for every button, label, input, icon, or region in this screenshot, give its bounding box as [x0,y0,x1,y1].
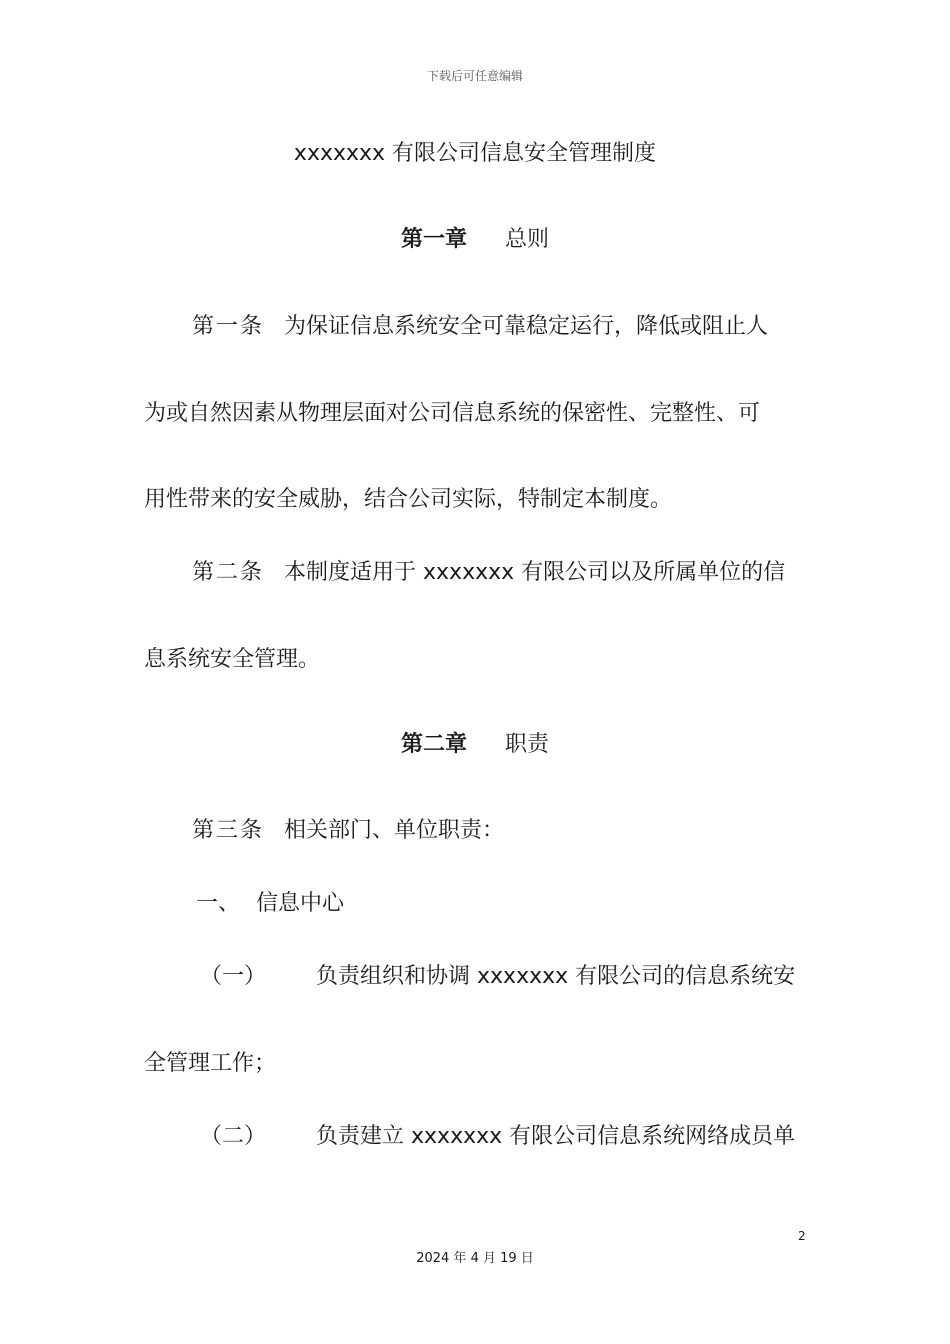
item-1-line-1: （一） 负责组织和协调 xxxxxxx 有限公司的信息系统安 [200,964,796,989]
article-1-line-3: 用性带来的安全威胁，结合公司实际，特制定本制度。 [144,487,673,512]
article-1-label: 第一条 [192,314,265,339]
document-title: xxxxxxx 有限公司信息安全管理制度 [293,141,657,166]
page-number: 2 [798,1229,806,1243]
item-2-line-1: （二） 负责建立 xxxxxxx 有限公司信息系统网络成员单 [200,1124,796,1149]
section-1-number: 一、 [196,891,241,916]
chapter-2-number: 第二章 [400,732,467,757]
chapter-2-heading [0,727,950,758]
item-1-number: （一） [200,964,267,989]
section-1-name: 信息中心 [256,891,345,916]
footer-date: 2024 年 4 月 19 日 [416,1251,534,1266]
article-1-line-1: 第一条 为保证信息系统安全可靠稳定运行，降低或阻止人 [192,314,769,339]
article-2-label: 第二条 [192,560,265,585]
article-1-line-2: 为或自然因素从物理层面对公司信息系统的保密性、完整性、可 [144,401,761,426]
chapter-1-number: 第一章 [400,227,467,252]
article-2-line-1: 第二条 本制度适用于 xxxxxxx 有限公司以及所属单位的信 [192,560,786,585]
chapter-1-name: 总则 [505,227,550,252]
article-2-line-2: 息系统安全管理。 [144,647,321,672]
section-1-heading [196,886,344,917]
header-note: 下载后可任意编辑 [426,69,523,83]
article-3-label: 第三条 [192,818,265,843]
chapter-2-name: 职责 [505,732,550,757]
chapter-1-heading [0,222,950,253]
article-3-line: 第三条 相关部门、单位职责： [192,818,505,843]
item-1-line-2: 全管理工作； [144,1051,277,1076]
item-2-number: （二） [200,1124,267,1149]
